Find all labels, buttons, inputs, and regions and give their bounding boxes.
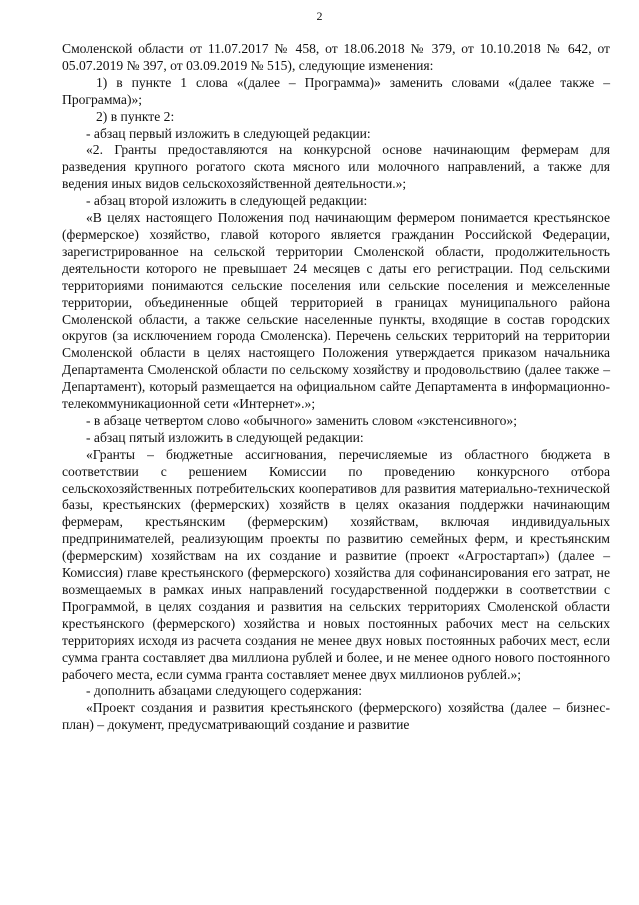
paragraph: - абзац пятый изложить в следующей редакции: <box>86 429 364 445</box>
paragraph: 2) в пункте 2: <box>96 108 175 124</box>
page-number: 2 <box>316 9 323 23</box>
paragraph: 1) в пункте 1 слова «(далее – Программа)» заменить словами «(далее также – Программа)»; <box>62 74 610 107</box>
document-body <box>62 41 610 734</box>
paragraph: «Проект создания и развития крестьянского (фермерского) хозяйства (далее – бизнес-план) – документ, предусматривающий создание и развитие <box>62 700 610 733</box>
paragraph: «Гранты – бюджетные ассигнования, перечисляемые из областного бюджета в соответствии с решением Комиссии по проведению конкурсного отбора сельскохозяйственных потребительских кооперативов для развития материально-технической базы, крестьянских (фермерских) хозяйств в целях оказания поддержки начинающим фермерам, крестьянским (фермерским) хозяйствам, включая индивидуальных предпринимателей, реализующим проекты по развитию семейных ферм, и крестьянским (фермерским) хозяйствам на их создание и развитие (проект «Агростартап») (далее – Комиссия) главе крестьянского (фермерского) хозяйства для софинансирования его затрат, не возмещаемых в рамках иных направлений государственной поддержки в соответствии с Программой, в целях создания и развития на сельских территориях Смоленской области крестьянского (фермерского) хозяйства и новых постоянных рабочих мест на сельских территориях исходя из расчета создания не менее двух новых постоянных рабочих мест, если сумма гранта составляет два миллиона рублей и более, и не менее одного нового постоянного рабочего места, если сумма гранта составляет менее двух миллионов рублей.»; <box>62 446 610 682</box>
paragraph: «В целях настоящего Положения под начинающим фермером понимается крестьянское (фермерское) хозяйство, главой которого является гражданин Российской Федерации, зарегистрированное на сельской территории Смоленской области, продолжительность деятельности которого не превышает 24 месяцев с даты его регистрации. Под сельскими территориями понимаются сельские поселения или сельские поселения и межселенные территории, объединенные общей территорией в границах муниципального района Смоленской области, а также сельские населенные пункты, входящие в состав городских округов (за исключением города Смоленска). Перечень сельских территорий на территории Смоленской области в целях настоящего Положения утверждается приказом начальника Департамента Смоленской области по сельскому хозяйству и продовольствию (далее также – Департамент), который размещается на официальном сайте Департамента в информационно-телекоммуникационной сети «Интернет».»; <box>62 210 610 412</box>
paragraph: - дополнить абзацами следующего содержания: <box>86 683 363 699</box>
paragraph: - абзац первый изложить в следующей редакции: <box>86 125 371 141</box>
paragraph: - абзац второй изложить в следующей редакции: <box>86 193 368 209</box>
paragraph: - в абзаце четвертом слово «обычного» заменить словом «экстенсивного»; <box>86 412 518 428</box>
paragraph: «2. Гранты предоставляются на конкурсной основе начинающим фермерам для разведения крупного рогатого скота мясного или молочного направлений, а также для ведения иных видов сельскохозяйственной деятельности.»; <box>62 142 610 192</box>
paragraph: Смоленской области от 11.07.2017 № 458, от 18.06.2018 № 379, от 10.10.2018 № 642, от 05.07.2019 № 397, от 03.09.2019 № 515), следующие изменения: <box>62 41 610 73</box>
